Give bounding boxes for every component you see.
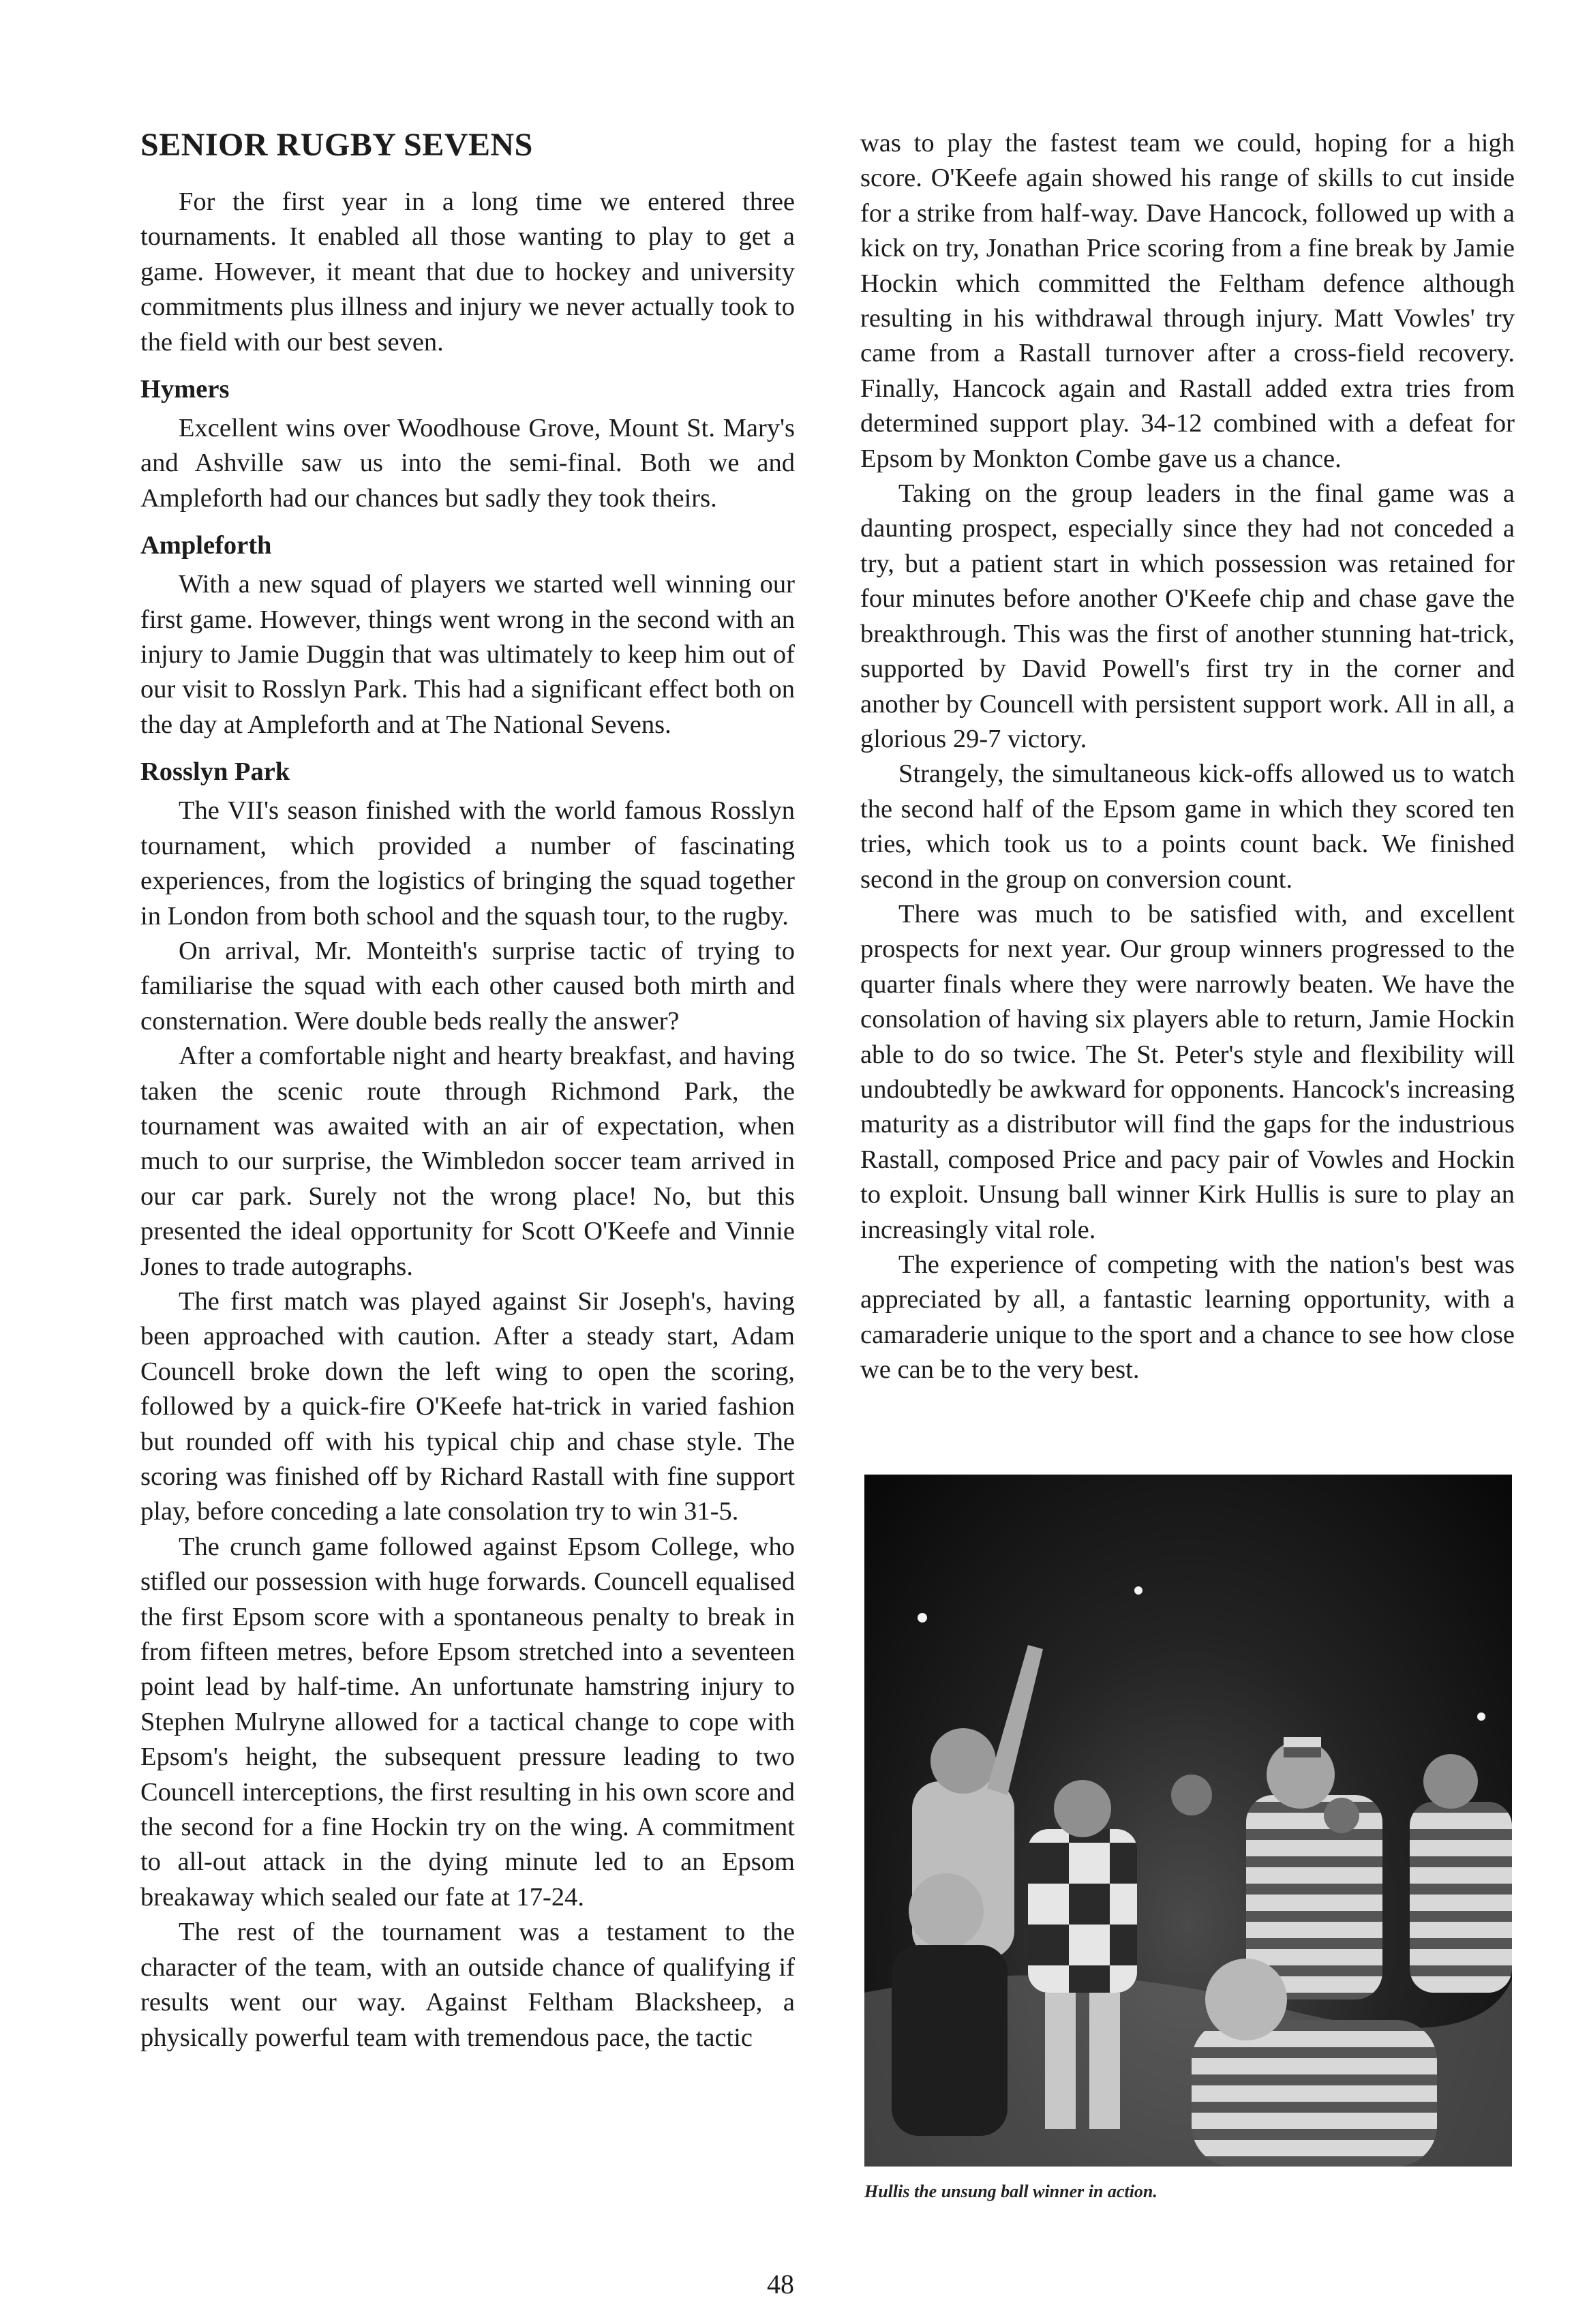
paragraph: After a comfortable night and hearty breakfast, and having taken the scenic route through Richmond Park, the tournament was awaited with an air of expectation, when much to our surprise, the Wimbledon soccer team arrived in our car park. Surely not the wrong place! No, but this presented the ideal opportunity for Scott O'Keefe and Vinnie Jones to trade autographs. — [140, 1042, 795, 1281]
right-column — [860, 126, 1515, 1388]
page-number: 48 — [767, 2269, 794, 2299]
article-title: SENIOR RUGBY SEVENS — [140, 127, 533, 163]
section-heading-hymers: Hymers — [140, 375, 230, 404]
paragraph: With a new squad of players we started well winning our first game. However, things went wrong in the second with an injury to Jamie Duggin that was ultimately to keep him out of our visit to Rosslyn Park. This had a significant effect both on the day at Ampleforth and at The National Sevens. — [140, 570, 795, 739]
paragraph: The experience of competing with the nation's best was appreciated by all, a fantastic learning opportunity, with a camaraderie unique to the sport and a chance to see how close we can be to the very best. — [860, 1250, 1515, 1385]
section-heading-rosslyn-park: Rosslyn Park — [140, 757, 290, 787]
continued-paragraph: was to play the fastest team we could, hoping for a high score. O'Keefe again showed his range of skills to cut inside for a strike from half-way. Dave Hancock, followed up with a kick on try, Jonathan Price scoring from a fine break by Jamie Hockin which committed the Feltham defence although resulting in his withdrawal through injury. Matt Vowles' try came from a Rastall turnover after a cross-field recovery. Finally, Hancock again and Rastall added extra tries from determined support play. 34-12 combined with a defeat for Epsom by Monkton Combe gave us a chance. — [860, 129, 1515, 473]
intro-paragraph: For the first year in a long time we entered three tournaments. It enabled all those wanting to play to get a game. However, it meant that due to hockey and university commitments plus illness and injury we never actually took to the field with our best seven. — [140, 187, 795, 357]
section-heading-ampleforth: Ampleforth — [140, 531, 272, 560]
paragraph: Excellent wins over Woodhouse Grove, Mount St. Mary's and Ashville saw us into the semi-final. Both we and Ampleforth had our chances but sadly they took theirs. — [140, 414, 795, 513]
paragraph: On arrival, Mr. Monteith's surprise tactic of trying to familiarise the squad with each other caused both mirth and consternation. Were double beds really the answer? — [140, 936, 795, 1036]
paragraph: Taking on the group leaders in the final game was a daunting prospect, especially since they had not conceded a try, but a patient start in which possession was retained for four minutes before another O'Keefe chip and chase gave the breakthrough. This was the first of another stunning hat-trick, supported by David Powell's first try in the corner and another by Councell with persistent support work. All in all, a glorious 29-7 victory. — [860, 479, 1515, 753]
rugby-photo-illustration — [864, 1475, 1512, 2167]
paragraph: Strangely, the simultaneous kick-offs allowed us to watch the second half of the Epsom game in which they scored ten tries, which took us to a points count back. We finished second in the group on conversion count. — [860, 759, 1515, 894]
left-column — [140, 126, 795, 2055]
paragraph: The rest of the tournament was a testament to the character of the team, with an outside chance of qualifying if results went our way. Against Feltham Blacksheep, a physically powerful team with tremendous pace, the tactic — [140, 1918, 795, 2052]
rugby-photo — [864, 1475, 1512, 2167]
paragraph: The first match was played against Sir Joseph's, having been approached with caution. After a steady start, Adam Councell broke down the left wing to open the scoring, followed by a quick-fire O'Keefe hat-trick in varied fashion but rounded off with his typical chip and chase style. The scoring was finished off by Richard Rastall with fine support play, before conceding a late consolation try to win 31-5. — [140, 1286, 795, 1526]
photo-caption: Hullis the unsung ball winner in action. — [864, 2182, 1157, 2201]
paragraph: The VII's season finished with the world famous Rosslyn tournament, which provided a number of fascinating experiences, from the logistics of bringing the squad together in London from both school and the squash tour, to the rugby. — [140, 796, 795, 931]
paragraph: There was much to be satisfied with, and excellent prospects for next year. Our group winners progressed to the quarter finals where they were narrowly beaten. We have the consolation of having six players able to return, Jamie Hockin able to do so twice. The St. Peter's style and flexibility will undoubtedly be awkward for opponents. Hancock's increasing maturity as a distributor will find the gaps for the industrious Rastall, composed Price and pacy pair of Vowles and Hockin to exploit. Unsung ball winner Kirk Hullis is sure to play an increasingly vital role. — [860, 899, 1515, 1244]
paragraph: The crunch game followed against Epsom College, who stifled our possession with huge forwards. Councell equalised the first Epsom score with a spontaneous penalty to break in from fifteen metres, before Epsom stretched into a seventeen point lead by half-time. An unfortunate hamstring injury to Stephen Mulryne allowed for a tactical change to cope with Epsom's height, the subsequent pressure leading to two Councell interceptions, the first resulting in his own score and the second for a fine Hockin try on the wing. A commitment to all-out attack in the dying minute led to an Epsom breakaway which sealed our fate at 17-24. — [140, 1532, 795, 1912]
